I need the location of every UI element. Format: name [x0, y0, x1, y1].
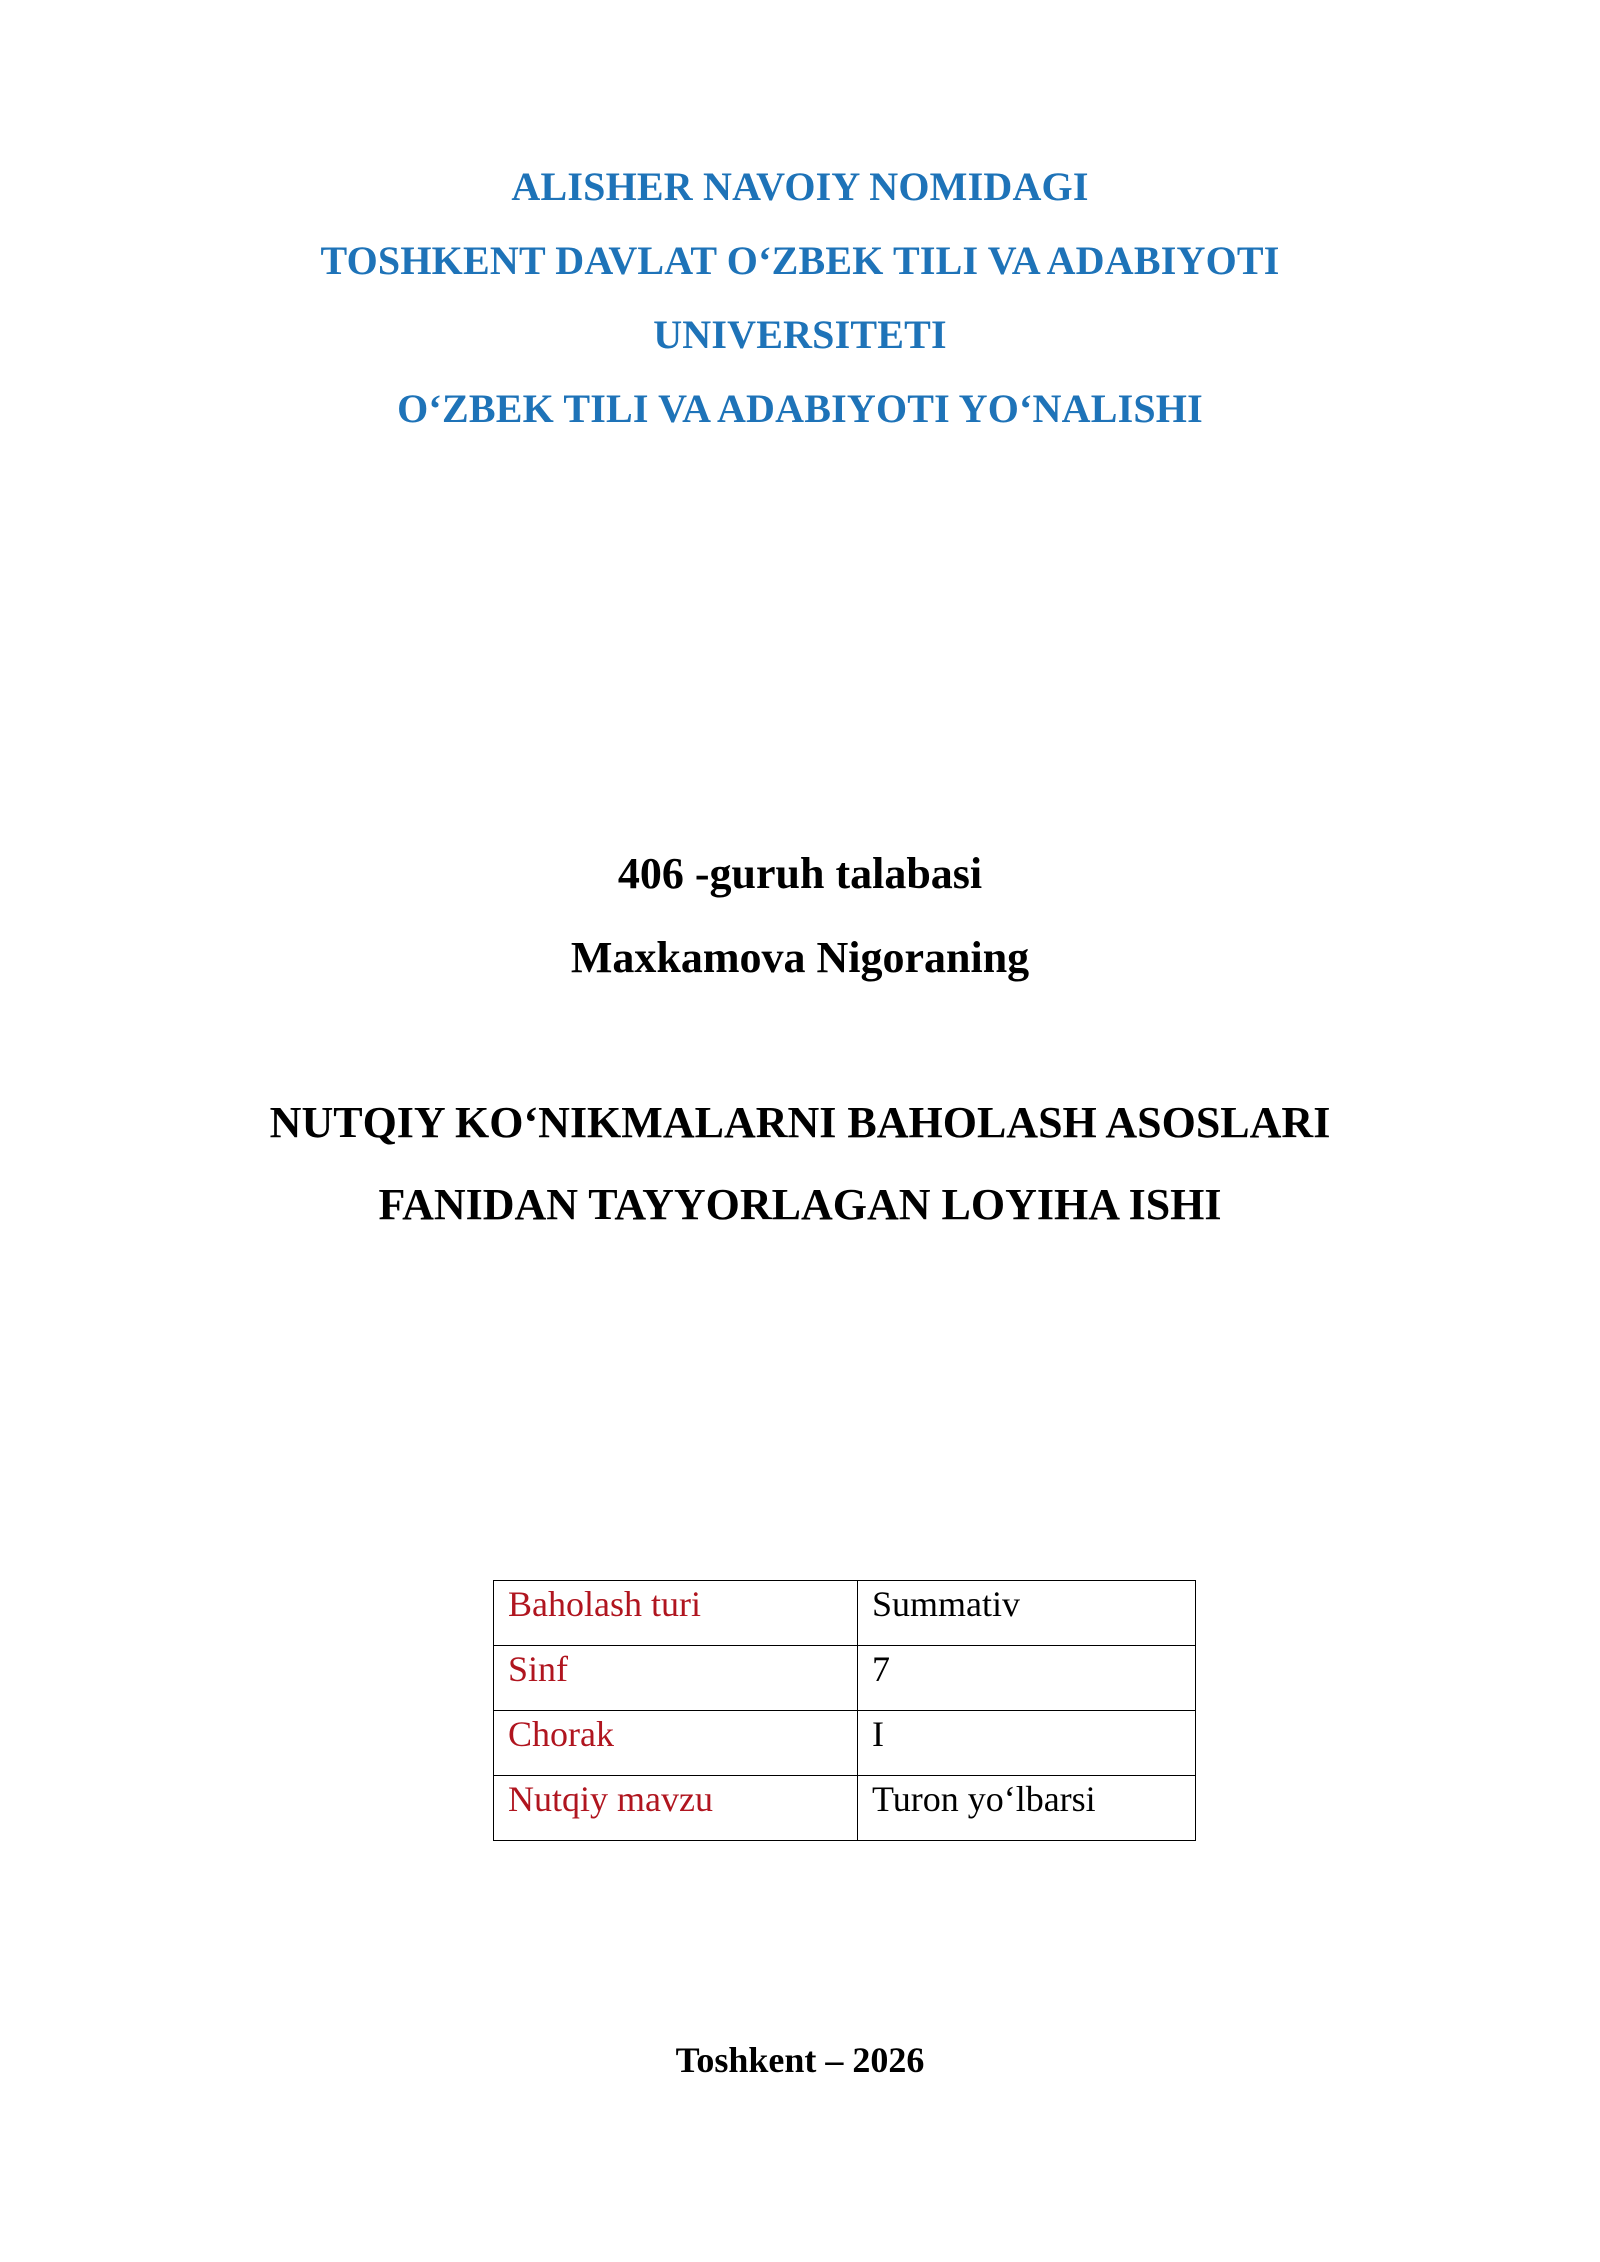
table-row: [494, 1711, 1196, 1776]
header-line-3: UNIVERSITETI: [653, 312, 947, 357]
project-title: [0, 1082, 1600, 1246]
table-row: [494, 1646, 1196, 1711]
project-title-line-2: FANIDAN TAYYORLAGAN LOYIHA ISHI: [378, 1180, 1222, 1229]
table-row: [494, 1581, 1196, 1646]
row-label: Chorak: [494, 1711, 858, 1776]
place-year: Toshkent – 2026: [675, 2040, 925, 2080]
table-row: [494, 1776, 1196, 1841]
student-info: [0, 832, 1600, 1000]
row-label: Nutqiy mavzu: [494, 1776, 858, 1841]
row-value: I: [858, 1711, 1196, 1776]
student-group: 406 -guruh talabasi: [617, 849, 983, 898]
row-value: 7: [858, 1646, 1196, 1711]
university-header: [0, 150, 1600, 446]
header-line-4: O‘ZBEK TILI VA ADABIYOTI YO‘NALISHI: [397, 386, 1203, 431]
project-title-line-1: NUTQIY KO‘NIKMALARNI BAHOLASH ASOSLARI: [269, 1098, 1331, 1147]
row-value: Turon yo‘lbarsi: [858, 1776, 1196, 1841]
row-label: Sinf: [494, 1646, 858, 1711]
header-line-2: TOSHKENT DAVLAT O‘ZBEK TILI VA ADABIYOTI: [320, 238, 1280, 283]
row-value: Summativ: [858, 1581, 1196, 1646]
footer: [0, 2036, 1600, 2084]
row-label: Baholash turi: [494, 1581, 858, 1646]
assessment-info-table: [493, 1580, 1196, 1841]
header-line-1: ALISHER NAVOIY NOMIDAGI: [511, 164, 1089, 209]
student-name: Maxkamova Nigoraning: [570, 933, 1030, 982]
